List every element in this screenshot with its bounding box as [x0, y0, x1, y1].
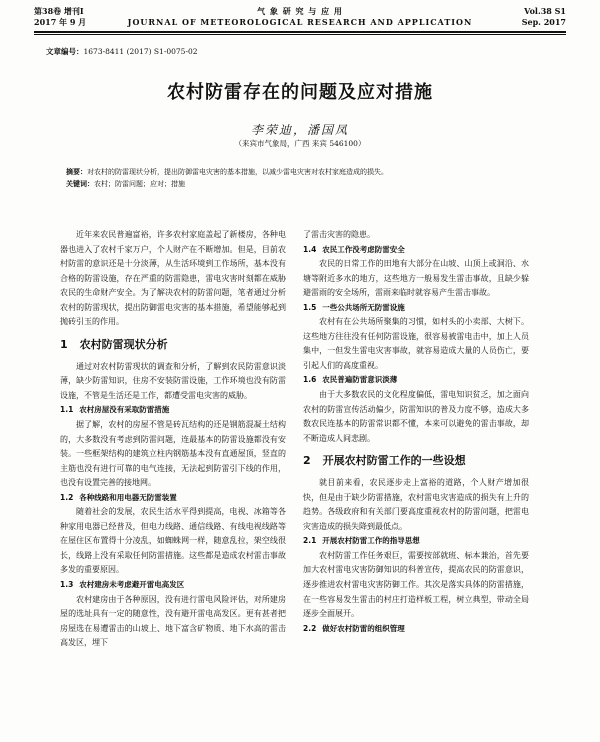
- abstract-label: 摘要：: [66, 167, 87, 176]
- section-1-paragraph: 通过对农村防雷现状的调查和分析，了解到农民防雷意识淡薄，缺少防雷知识，住房不安装防雷设施，工作环境也没有防雷设施，不管是生活还是工作，都遭受雷电灾害的威胁。: [60, 361, 286, 400]
- section-1-6-title: 农民普遍防雷意识淡薄: [322, 375, 398, 385]
- intro-paragraph: 近年来农民普遍富裕，许多农村家庭盖起了新楼房，各种电器也进入了农村千家万户，个人财产在不断增加。但是，目前农村防雷的意识还是十分淡薄，从生活环境到工作场所，基本没有合格的防雷设施，存在严重的防雷隐患，雷电灾害时刻都在威胁农民的生命财产安全。为了解决农村的防雷问题，笔者通过分析农村的防雷现状，提出防御雷电灾害的基本措施，希望能够起到抛砖引玉的作用。: [60, 230, 286, 327]
- abstract: [66, 166, 548, 178]
- section-1-4-heading: [303, 243, 529, 258]
- paper-authors: 李荣迪，潘国凤: [250, 123, 349, 137]
- section-2-1-number: 2.1: [303, 536, 317, 546]
- section-2-2-title: 做好农村防雷的组织管理: [322, 623, 405, 633]
- paper-title: 农村防雷存在的问题及应对措施: [167, 82, 433, 103]
- section-2-heading: [303, 454, 529, 468]
- article-number-label: 文章编号：: [46, 47, 84, 56]
- section-1-1-paragraph: 据了解，农村的房屋不管是砖瓦结构的还是钢筋混凝土结构的，大多数没有考虑到防雷问题，连最基本的防雷设施都没有安装。一些框架结构的建筑立柱内钢筋基本没有直通屋顶，竖直的主筋也没有进行可靠的电气连接，无法起到防雷引下线的作用，也没有设置完善的接地网。: [60, 420, 286, 488]
- section-2-1-heading: [303, 534, 529, 549]
- header-volume: 第38卷 增刊Ⅰ: [34, 6, 84, 16]
- section-1-5-title: 一些公共场所无防雷设施: [322, 302, 405, 312]
- section-2-1-title: 开展农村防雷工作的指导思想: [322, 536, 420, 546]
- header-date-en: Sep. 2017: [521, 17, 566, 27]
- paper-affiliation: （来宾市气象局，广西 来宾 546100）: [234, 139, 366, 148]
- section-1-1-heading: [60, 403, 286, 418]
- running-header: [34, 6, 566, 30]
- section-1-2-number: 1.2: [60, 492, 74, 502]
- section-1-heading: [60, 338, 286, 352]
- header-date-cn: 2017 年 9 月: [34, 17, 87, 27]
- left-column: [60, 228, 286, 651]
- section-2-title: 开展农村防雷工作的一些设想: [322, 454, 466, 468]
- section-1-1-title: 农村房屋没有采取防雷措施: [79, 405, 170, 415]
- section-1-title: 农村防雷现状分析: [79, 337, 168, 351]
- section-1-5-number: 1.5: [303, 302, 317, 312]
- section-2-2-number: 2.2: [303, 623, 317, 633]
- section-1-3-heading: [60, 578, 286, 593]
- section-1-3-paragraph: 农村建房由于各种原因，没有进行雷电风险评估，对所建房屋的选址具有一定的随意性，没有避开雷电高发区。更有甚者把房屋选在易遭雷击的山坡上、地下富含矿物质、地下水高的雷击高发区，埋下: [60, 594, 286, 648]
- header-journal-en: JOURNAL OF METEOROLOGICAL RESEARCH AND APPLICATION: [127, 17, 473, 27]
- abstract-block: [66, 166, 548, 190]
- section-1-6-paragraph: 由于大多数农民的文化程度偏低，雷电知识贫乏，加之面向农村的防雷宣传活动偏少，防雷知识的普及力度不够，造成大多数农民连基本的防雷常识都不懂，本来可以避免的雷击事故，却不断造成人间悲剧。: [303, 390, 529, 443]
- keywords-label: 关键词：: [66, 179, 94, 188]
- section-1-5-paragraph: 农村有在公共场所聚集的习惯，如村头的小卖部、大树下。这些地方往往没有任何防雷设施，很容易被雷电击中，加上人员集中，一但发生雷电灾害事故，就容易造成大量的人员伤亡，要引起人们的高度重视。: [303, 317, 529, 370]
- section-2-1-paragraph: 农村防雷工作任务艰巨，需要按部就班、标本兼治，首先要加大农村雷电灾害防御知识的科普宣传，提高农民的防雷意识，逐步推进农村雷电灾害防御工作。其次是落实具体的防雷措施，在一些容易发生雷击的村庄打造样板工程，树立典型，带动全局逐步全面展开。: [303, 550, 529, 619]
- section-1-2-paragraph: 随着社会的发展，农民生活水平得到提高，电视、冰箱等各种家用电器已经普及，但电力线路、通信线路、有线电视线路等在屋住区布置得十分凌乱，如蜘蛛网一样，随意乱拉，架空线很长，线路上没有采取任何防雷措施。这些都是造成农村雷击事故多发的重要原因。: [60, 507, 286, 575]
- article-number: [46, 46, 198, 57]
- keywords: [66, 178, 548, 190]
- section-1-4-paragraph: 农民的日常工作的田地有大部分在山坡、山顶上或洞沿、水塘等附近多水的地方，这些地方一般易发生雷击事故，且缺少躲避雷雨的安全场所，雷雨来临时就容易产生雷击事故。: [303, 259, 529, 298]
- section-2-paragraph: 就目前来看，农民逐步走上富裕的道路，个人财产增加很快，但是由于缺少防雷措施，农村雷电灾害造成的损失有上升的趋势。各级政府和有关部门要高度重视农村的防雷问题，把雷电灾害造成的损失降到最低点。: [303, 478, 529, 531]
- keywords-text: 农村；防雷问题；应对；措施: [94, 180, 185, 188]
- section-1-3-title: 农村建房未考虑避开雷电高发区: [79, 580, 185, 590]
- section-1-2-title: 各种线路和用电器无防雷装置: [79, 492, 177, 502]
- article-number-value: 1673-8411 (2017) S1-0075-02: [83, 47, 198, 56]
- section-2-2-heading: [303, 622, 529, 637]
- abstract-text: 对农村的防雷现状分析，提出防御雷电灾害的基本措施，以减少雷电灾害对农村家庭造成的损失。: [87, 168, 388, 176]
- header-volume-en: Vol.38 S1: [524, 6, 566, 16]
- section-1-2-heading: [60, 491, 286, 506]
- section-1-4-title: 农民工作没考虑防雷安全: [322, 244, 405, 254]
- section-1-4-number: 1.4: [303, 244, 317, 254]
- section-1-6-heading: [303, 373, 529, 388]
- header-journal-cn: 气 象 研 究 与 应 用: [257, 6, 343, 16]
- section-1-6-number: 1.6: [303, 375, 317, 385]
- continued-paragraph: 了雷击灾害的隐患。: [303, 230, 375, 239]
- section-1-1-number: 1.1: [60, 405, 74, 415]
- section-1-3-number: 1.3: [60, 580, 74, 590]
- section-2-number: 2: [303, 454, 311, 468]
- right-column: [303, 228, 529, 636]
- section-1-5-heading: [303, 301, 529, 316]
- header-rule-thick: [34, 31, 566, 33]
- header-rule-thin: [34, 34, 566, 35]
- section-1-number: 1: [60, 337, 68, 351]
